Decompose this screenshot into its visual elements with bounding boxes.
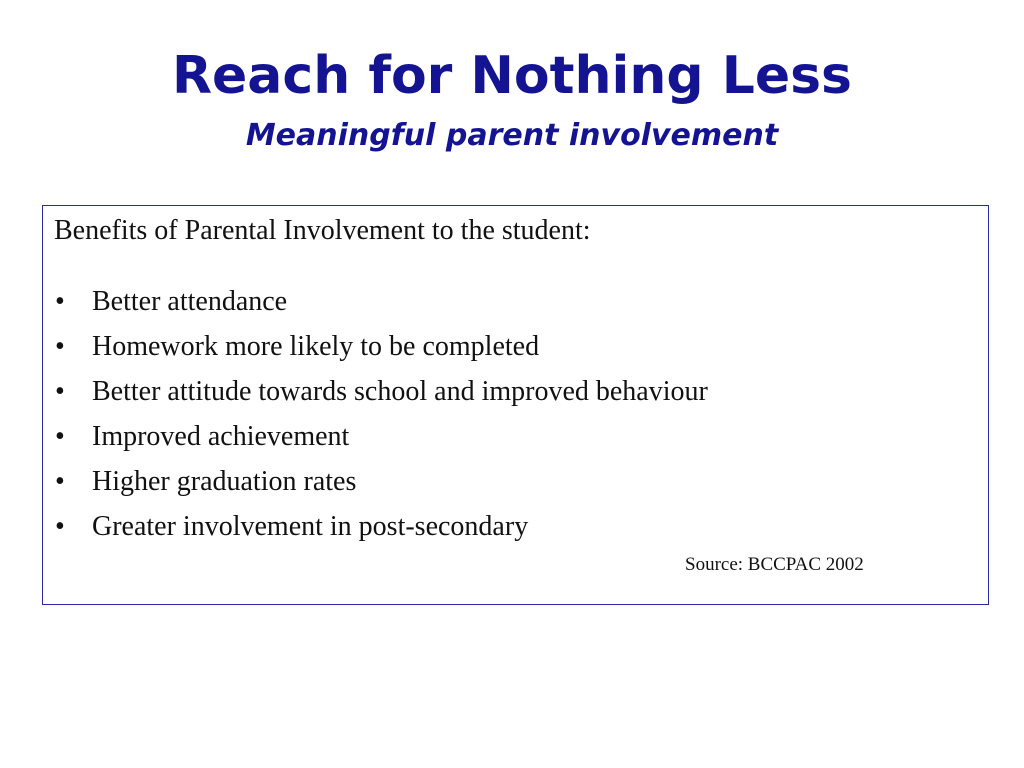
list-item-text: Greater involvement in post-secondary (92, 511, 529, 542)
list-item-text: Better attitude towards school and improved behaviour (92, 376, 708, 407)
bullet-icon: • (55, 331, 65, 362)
bullet-icon: • (55, 286, 65, 317)
slide-title: Reach for Nothing Less (171, 46, 853, 106)
list-item-text: Improved achievement (92, 421, 350, 452)
content-box (42, 205, 989, 605)
bullet-icon: • (55, 421, 65, 452)
intro-text: Benefits of Parental Involvement to the student: (54, 215, 591, 246)
bullet-icon: • (55, 511, 65, 542)
list-item-text: Homework more likely to be completed (92, 331, 540, 362)
list-item-text: Higher graduation rates (92, 466, 357, 497)
slide-subtitle: Meaningful parent involvement (245, 118, 779, 153)
list-item-text: Better attendance (92, 286, 288, 317)
bullet-icon: • (55, 466, 65, 497)
source-citation: Source: BCCPAC 2002 (685, 554, 864, 575)
bullet-icon: • (55, 376, 65, 407)
